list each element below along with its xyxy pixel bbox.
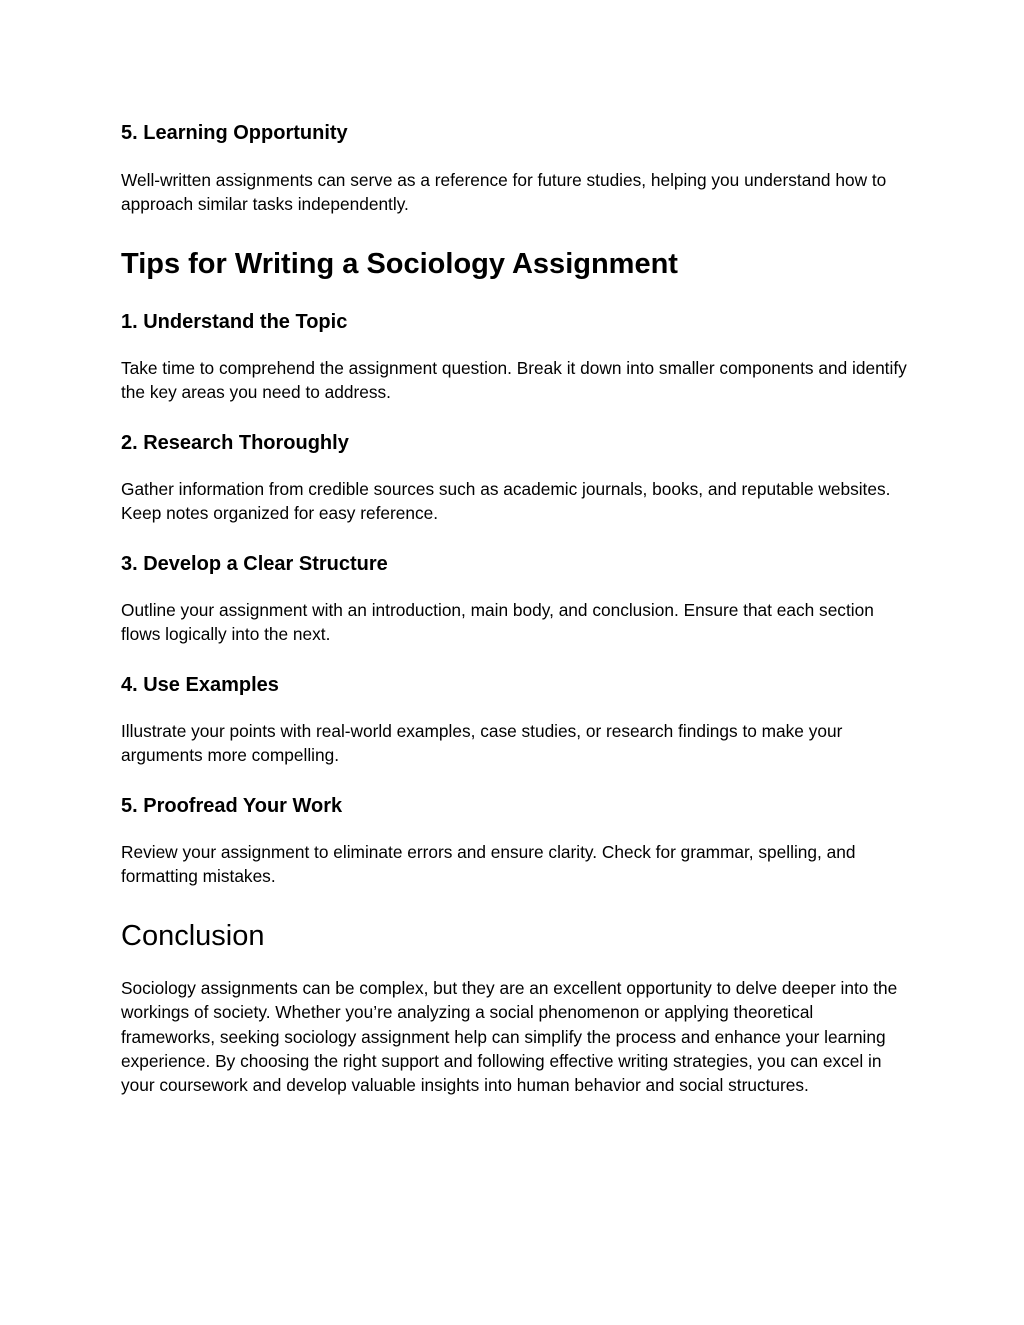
conclusion-title: Conclusion	[121, 920, 265, 952]
tip-4-paragraph: Illustrate your points with real-world examples, case studies, or research findings to make your arguments more compelling.	[121, 721, 843, 766]
tip-3-paragraph: Outline your assignment with an introduction, main body, and conclusion. Ensure that each section flows logically into the next.	[121, 600, 874, 645]
tip-1-paragraph: Take time to comprehend the assignment question. Break it down into smaller components and identify the key areas you need to address.	[121, 358, 907, 403]
tip-4-heading: 4. Use Examples	[121, 674, 279, 696]
learning-opportunity-heading: 5. Learning Opportunity	[121, 122, 348, 144]
tip-5-heading: 5. Proofread Your Work	[121, 795, 343, 817]
tips-section-title: Tips for Writing a Sociology Assignment	[121, 248, 678, 280]
learning-opportunity-paragraph: Well-written assignments can serve as a reference for future studies, helping you understand how to approach similar tasks independently.	[121, 170, 887, 215]
tip-2-heading: 2. Research Thoroughly	[121, 432, 349, 454]
tip-1-heading: 1. Understand the Topic	[121, 311, 348, 333]
conclusion-paragraph: Sociology assignments can be complex, but they are an excellent opportunity to delve deeper into the workings of society. Whether you’re analyzing a social phenomenon or applying theoretical frameworks, seeking sociology assignment help can simplify the process and enhance your learning experience. By choosing the right support and following effective writing strategies, you can excel in your coursework and develop valuable insights into human behavior and social structures.	[121, 978, 898, 1096]
tip-5-paragraph: Review your assignment to eliminate errors and ensure clarity. Check for grammar, spelling, and formatting mistakes.	[121, 842, 856, 887]
tip-3-heading: 3. Develop a Clear Structure	[121, 553, 388, 575]
tip-2-paragraph: Gather information from credible sources such as academic journals, books, and reputable websites. Keep notes organized for easy reference.	[121, 479, 891, 524]
